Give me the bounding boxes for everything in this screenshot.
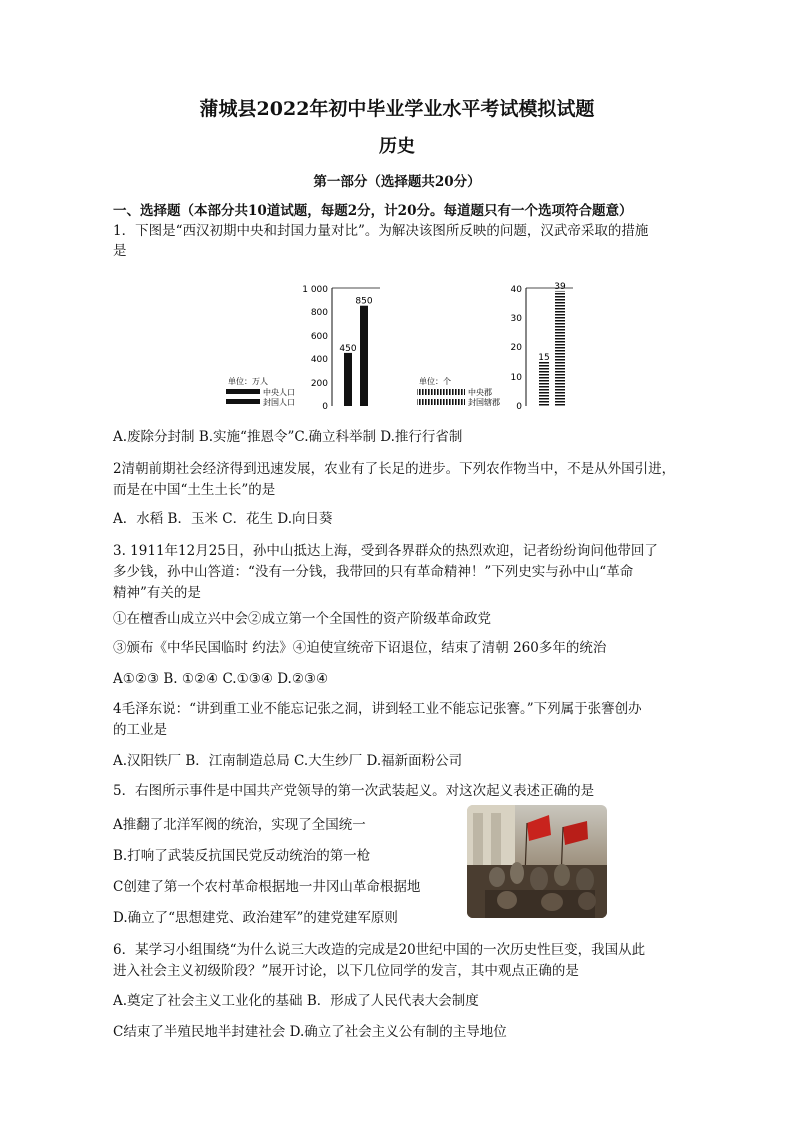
- legend-swatch-central-population: [226, 389, 260, 394]
- cmd-unit-label: 单位：个: [419, 377, 451, 386]
- q6-stem-line2: 进入社会主义初级阶段？”展开讨论，以下几位同学的发言，其中观点正确的是: [113, 963, 579, 979]
- label-fief-population: 850: [355, 296, 373, 307]
- q6-stem-line1: 6．某学习小组围绕“为什么说三大改造的完成是20世纪中国的一次历史性巨变，我国从此: [113, 942, 646, 958]
- cmd-tick-10: 10: [510, 373, 522, 383]
- pop-unit-label: 单位：万人: [228, 377, 268, 386]
- label-central-commanderies: 15: [538, 352, 550, 363]
- legend-fief-commanderies: 封国辖郡: [468, 398, 500, 407]
- population-chart: [220, 278, 390, 416]
- q4-stem-line2: 的工业是: [113, 722, 167, 738]
- pop-tick-400: 400: [310, 355, 328, 365]
- pop-tick-800: 800: [310, 308, 328, 318]
- q2-options: A．水稻 B．玉米 C．花生 D.向日葵: [113, 511, 333, 527]
- uprising-painting-image: [467, 805, 607, 918]
- label-central-population: 450: [339, 343, 357, 354]
- label-fief-commanderies: 39: [554, 281, 566, 292]
- exam-title: 蒲城县2022年初中毕业学业水平考试模拟试题: [199, 98, 595, 120]
- q4-options: A.汉阳铁厂 B．江南制造总局 C.大生纱厂 D.福新面粉公司: [113, 753, 463, 769]
- part-heading: 第一部分（选择题共20分）: [313, 174, 481, 190]
- legend-swatch-central-commanderies: [417, 389, 465, 395]
- q3-stem-line2: 多少钱，孙中山答道：“没有一分钱，我带回的只有革命精神！”下列史实与孙中山“革命: [113, 564, 634, 580]
- q2-stem-line2: 而是在中国“土生土长”的是: [113, 482, 276, 498]
- bar-fief-commanderies: [555, 291, 565, 406]
- q3-stem-line3: 精神”有关的是: [113, 585, 201, 601]
- pop-tick-0: 0: [322, 402, 328, 412]
- legend-central-commanderies: 中央郡: [468, 388, 492, 397]
- pop-tick-600: 600: [310, 332, 328, 342]
- q5-stem: 5．右图所示事件是中国共产党领导的第一次武装起义。对这次起义表述正确的是: [113, 783, 595, 799]
- legend-fief-population: 封国人口: [263, 398, 295, 407]
- q5-option-c: C创建了第一个农村革命根据地一井冈山革命根据地: [113, 879, 421, 895]
- q6-options-cd: C结束了半殖民地半封建社会 D.确立了社会主义公有制的主导地位: [113, 1024, 507, 1040]
- bar-central-population: [344, 353, 352, 406]
- bar-central-commanderies: [539, 362, 549, 406]
- section-heading: 一、选择题（本部分共10道试题，每题2分，计20分。每道题只有一个选项符合题意）: [113, 203, 633, 219]
- subject-title: 历史: [379, 136, 415, 157]
- bar-fief-population: [360, 306, 368, 406]
- legend-swatch-fief-population: [226, 399, 260, 404]
- q1-stem-line2: 是: [113, 243, 127, 259]
- q3-stem-line1: 3. 1911年12月25日，孙中山抵达上海，受到各界群众的热烈欢迎，记者纷纷询问他带回了: [113, 543, 658, 559]
- q1-options: A.废除分封制 B.实施“推恩令”C.确立科举制 D.推行行省制: [113, 429, 463, 445]
- legend-central-population: 中央人口: [263, 388, 295, 397]
- q3-options: A①②③ B. ①②④ C.①③④ D.②③④: [113, 671, 329, 687]
- cmd-tick-30: 30: [510, 314, 522, 324]
- legend-swatch-fief-commanderies: [417, 399, 465, 405]
- cmd-tick-0: 0: [516, 402, 522, 412]
- pop-tick-200: 200: [310, 379, 328, 389]
- q6-options-ab: A.奠定了社会主义工业化的基础 B．形成了人民代表大会制度: [113, 993, 479, 1009]
- commandery-chart: [413, 278, 588, 416]
- q5-option-b: B.打响了武装反抗国民党反动统治的第一枪: [113, 848, 371, 864]
- q5-option-d: D.确立了“思想建党、政治建军”的建党建军原则: [113, 910, 398, 926]
- q2-stem-line1: 2清朝前期社会经济得到迅速发展，农业有了长足的进步。下列农作物当中，不是从外国引进，: [113, 461, 676, 477]
- cmd-tick-20: 20: [510, 343, 522, 353]
- q5-option-a: A推翻了北洋军阀的统治，实现了全国统一: [113, 817, 366, 833]
- cmd-tick-40: 40: [510, 285, 522, 295]
- q4-stem-line1: 4毛泽东说：“讲到重工业不能忘记张之洞，讲到轻工业不能忘记张謇。”下列属于张謇创办: [113, 701, 642, 717]
- q3-item-line1: ①在檀香山成立兴中会②成立第一个全国性的资产阶级革命政党: [113, 611, 491, 627]
- q1-stem-line1: 1．下图是“西汉初期中央和封国力量对比”。为解决该图所反映的问题，汉武帝采取的措施: [113, 223, 649, 239]
- q3-item-line2: ③颁布《中华民国临时 约法》④迫使宣统帝下诏退位，结束了清朝 260多年的统治: [113, 640, 607, 656]
- pop-tick-1000: 1 000: [302, 285, 328, 295]
